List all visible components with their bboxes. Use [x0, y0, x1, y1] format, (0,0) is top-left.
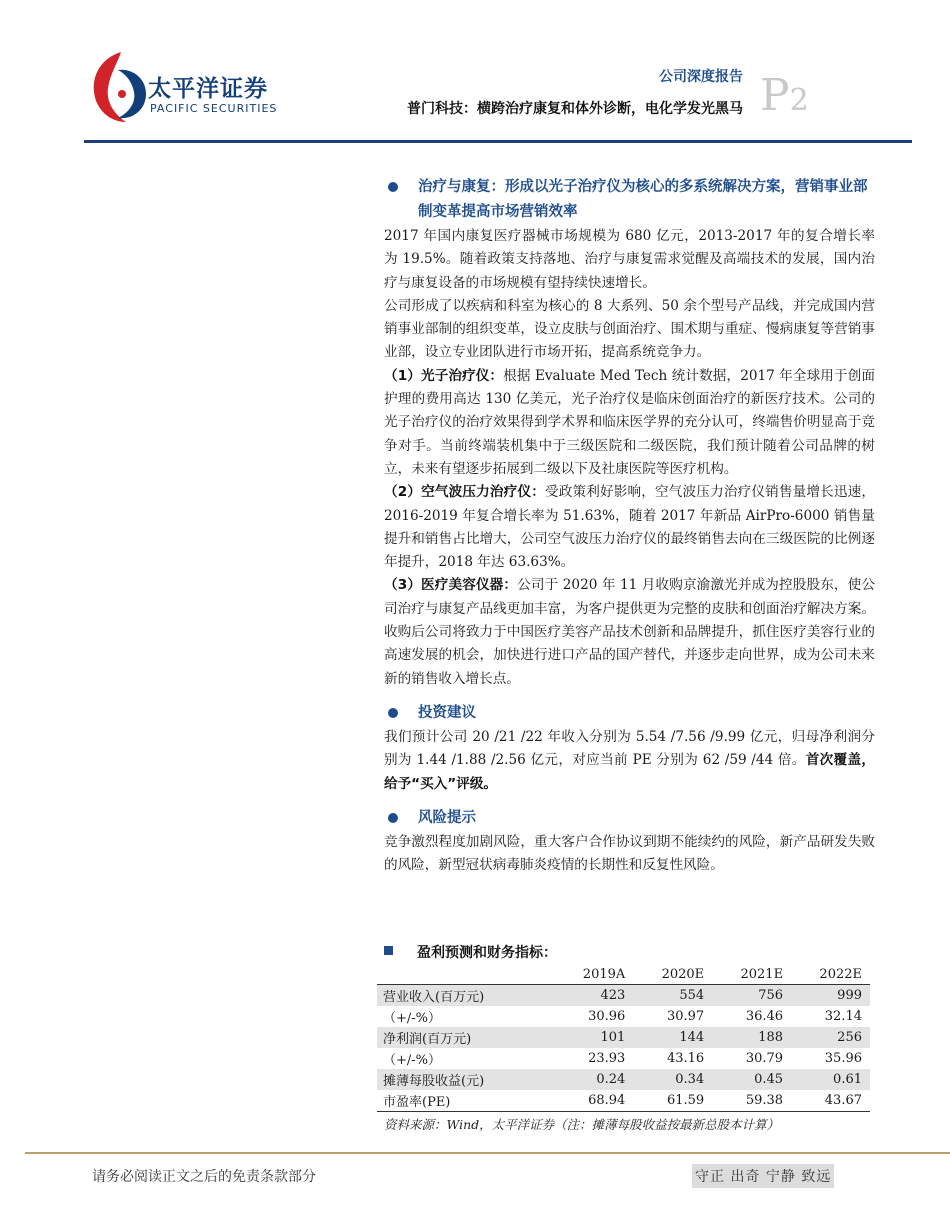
column-header: 2020E: [633, 964, 712, 985]
paragraph: （2）空气波压力治疗仪：受政策利好影响，空气波压力治疗仪销售量增长迅速，2016-2019 年复合增长率为 51.63%，随着 2017 年新品 AirPro-6000 销售量提升和销售占比增大，公司空气波压力治疗仪的最终销售去向在三级医院的比例逐年提升，2018 年达 63.63%。: [384, 484, 875, 571]
column-header: 2021E: [712, 964, 791, 985]
footer-motto: 守正 出奇 宁静 致远: [692, 1164, 834, 1188]
table-header-row: [377, 964, 870, 985]
section-heading-therapy: 治疗与康复：形成以光子治疗仪为核心的多系统解决方案，营销事业部制变革提高市场营销效率: [384, 175, 875, 225]
table-row: 摊薄每股收益(元) 0.24 0.34 0.45 0.61: [377, 1069, 870, 1090]
column-header: 2022E: [791, 964, 870, 985]
logo-english-name: PACIFIC SECURITIES: [150, 102, 278, 115]
page-header: [0, 0, 950, 145]
report-type: 公司深度报告: [659, 69, 743, 85]
footer-divider: [25, 1152, 950, 1154]
report-title: 普门科技：横跨治疗康复和体外诊断，电化学发光黑马: [407, 101, 743, 117]
table-row: 净利润(百万元) 101 144 188 256: [377, 1027, 870, 1048]
company-logo: [88, 46, 288, 132]
bullet-icon: [388, 708, 398, 718]
bullet-icon: [388, 182, 398, 192]
table-title: 盈利预测和财务指标：: [384, 942, 557, 962]
header-divider: [84, 140, 912, 143]
page-number: P2: [760, 70, 809, 121]
section-heading-invest: 投资建议: [384, 701, 875, 726]
table-row: 营业收入(百万元) 423 554 756 999: [377, 985, 870, 1007]
footer-disclaimer: 请务必阅读正文之后的免责条款部分: [92, 1169, 316, 1185]
main-content: [384, 175, 875, 877]
square-bullet-icon: [384, 946, 393, 955]
paragraph: 我们预计公司 20 /21 /22 年收入分别为 5.54 /7.56 /9.99 亿元，归母净利润分别为 1.44 /1.88 /2.56 亿元，对应当前 PE 分别为 62 /59 /44 倍。首次覆盖，给予“买入”评级。: [384, 728, 876, 792]
paragraph: （3）医疗美容仪器：公司于 2020 年 11 月收购京渝激光并成为控股股东，使公司治疗与康复产品线更加丰富，为客户提供更为完整的皮肤和创面治疗解决方案。收购后公司将致力于中国医疗美容产品技术创新和品牌提升，抓住医疗美容行业的高速发展的机会，加快进行进口产品的国产替代，并逐步走向世界，成为公司未来新的销售收入增长点。: [384, 577, 875, 687]
table-source-note: 资料来源：Wind，太平洋证券（注：摊薄每股收益按最新总股本计算）: [384, 1117, 780, 1132]
paragraph: 公司形成了以疾病和科室为核心的 8 大系列、50 余个型号产品线，并完成国内营销事业部制的组织变革，设立皮肤与创面治疗、围术期与重症、慢病康复等营销事业部，设立专业团队进行市场开拓，提高系统竞争力。: [384, 297, 875, 361]
paragraph: （1）光子治疗仪：根据 Evaluate Med Tech 统计数据，2017 年全球用于创面护理的费用高达 130 亿美元，光子治疗仪是临床创面治疗的新医疗技术。公司的光子治疗仪的治疗效果得到学术界和临床医学界的充分认可，终端售价明显高于竞争对手。当前终端装机集中于三级医院和二级医院，我们预计随着公司品牌的树立，未来有望逐步拓展到二级以下及社康医院等医疗机构。: [384, 367, 875, 477]
pacific-securities-logo-icon: [88, 48, 154, 124]
bullet-icon: [388, 813, 398, 823]
paragraph: 竞争激烈程度加剧风险，重大客户合作协议到期不能续约的风险，新产品研发失败的风险，新型冠状病毒肺炎疫情的长期性和反复性风险。: [384, 833, 875, 874]
table-row: （+/-%） 30.96 30.97 36.46 32.14: [383, 1009, 862, 1026]
section-heading-risk: 风险提示: [384, 806, 875, 831]
paragraph: 2017 年国内康复医疗器械市场规模为 680 亿元，2013-2017 年的复合增长率为 19.5%。随着政策支持落地、治疗与康复需求觉醒及高端技术的发展，国内治疗与康复设备的市场规模有望持续快速增长。: [384, 228, 875, 291]
logo-chinese-name: 太平洋证券: [148, 76, 268, 102]
column-header: [377, 964, 554, 985]
table-row: 市盈率(PE) 68.94 61.59 59.38 43.67: [377, 1090, 870, 1112]
column-header: 2019A: [554, 964, 633, 985]
table-row: （+/-%） 23.93 43.16 30.79 35.96: [383, 1051, 862, 1068]
financial-table: [377, 964, 870, 1112]
